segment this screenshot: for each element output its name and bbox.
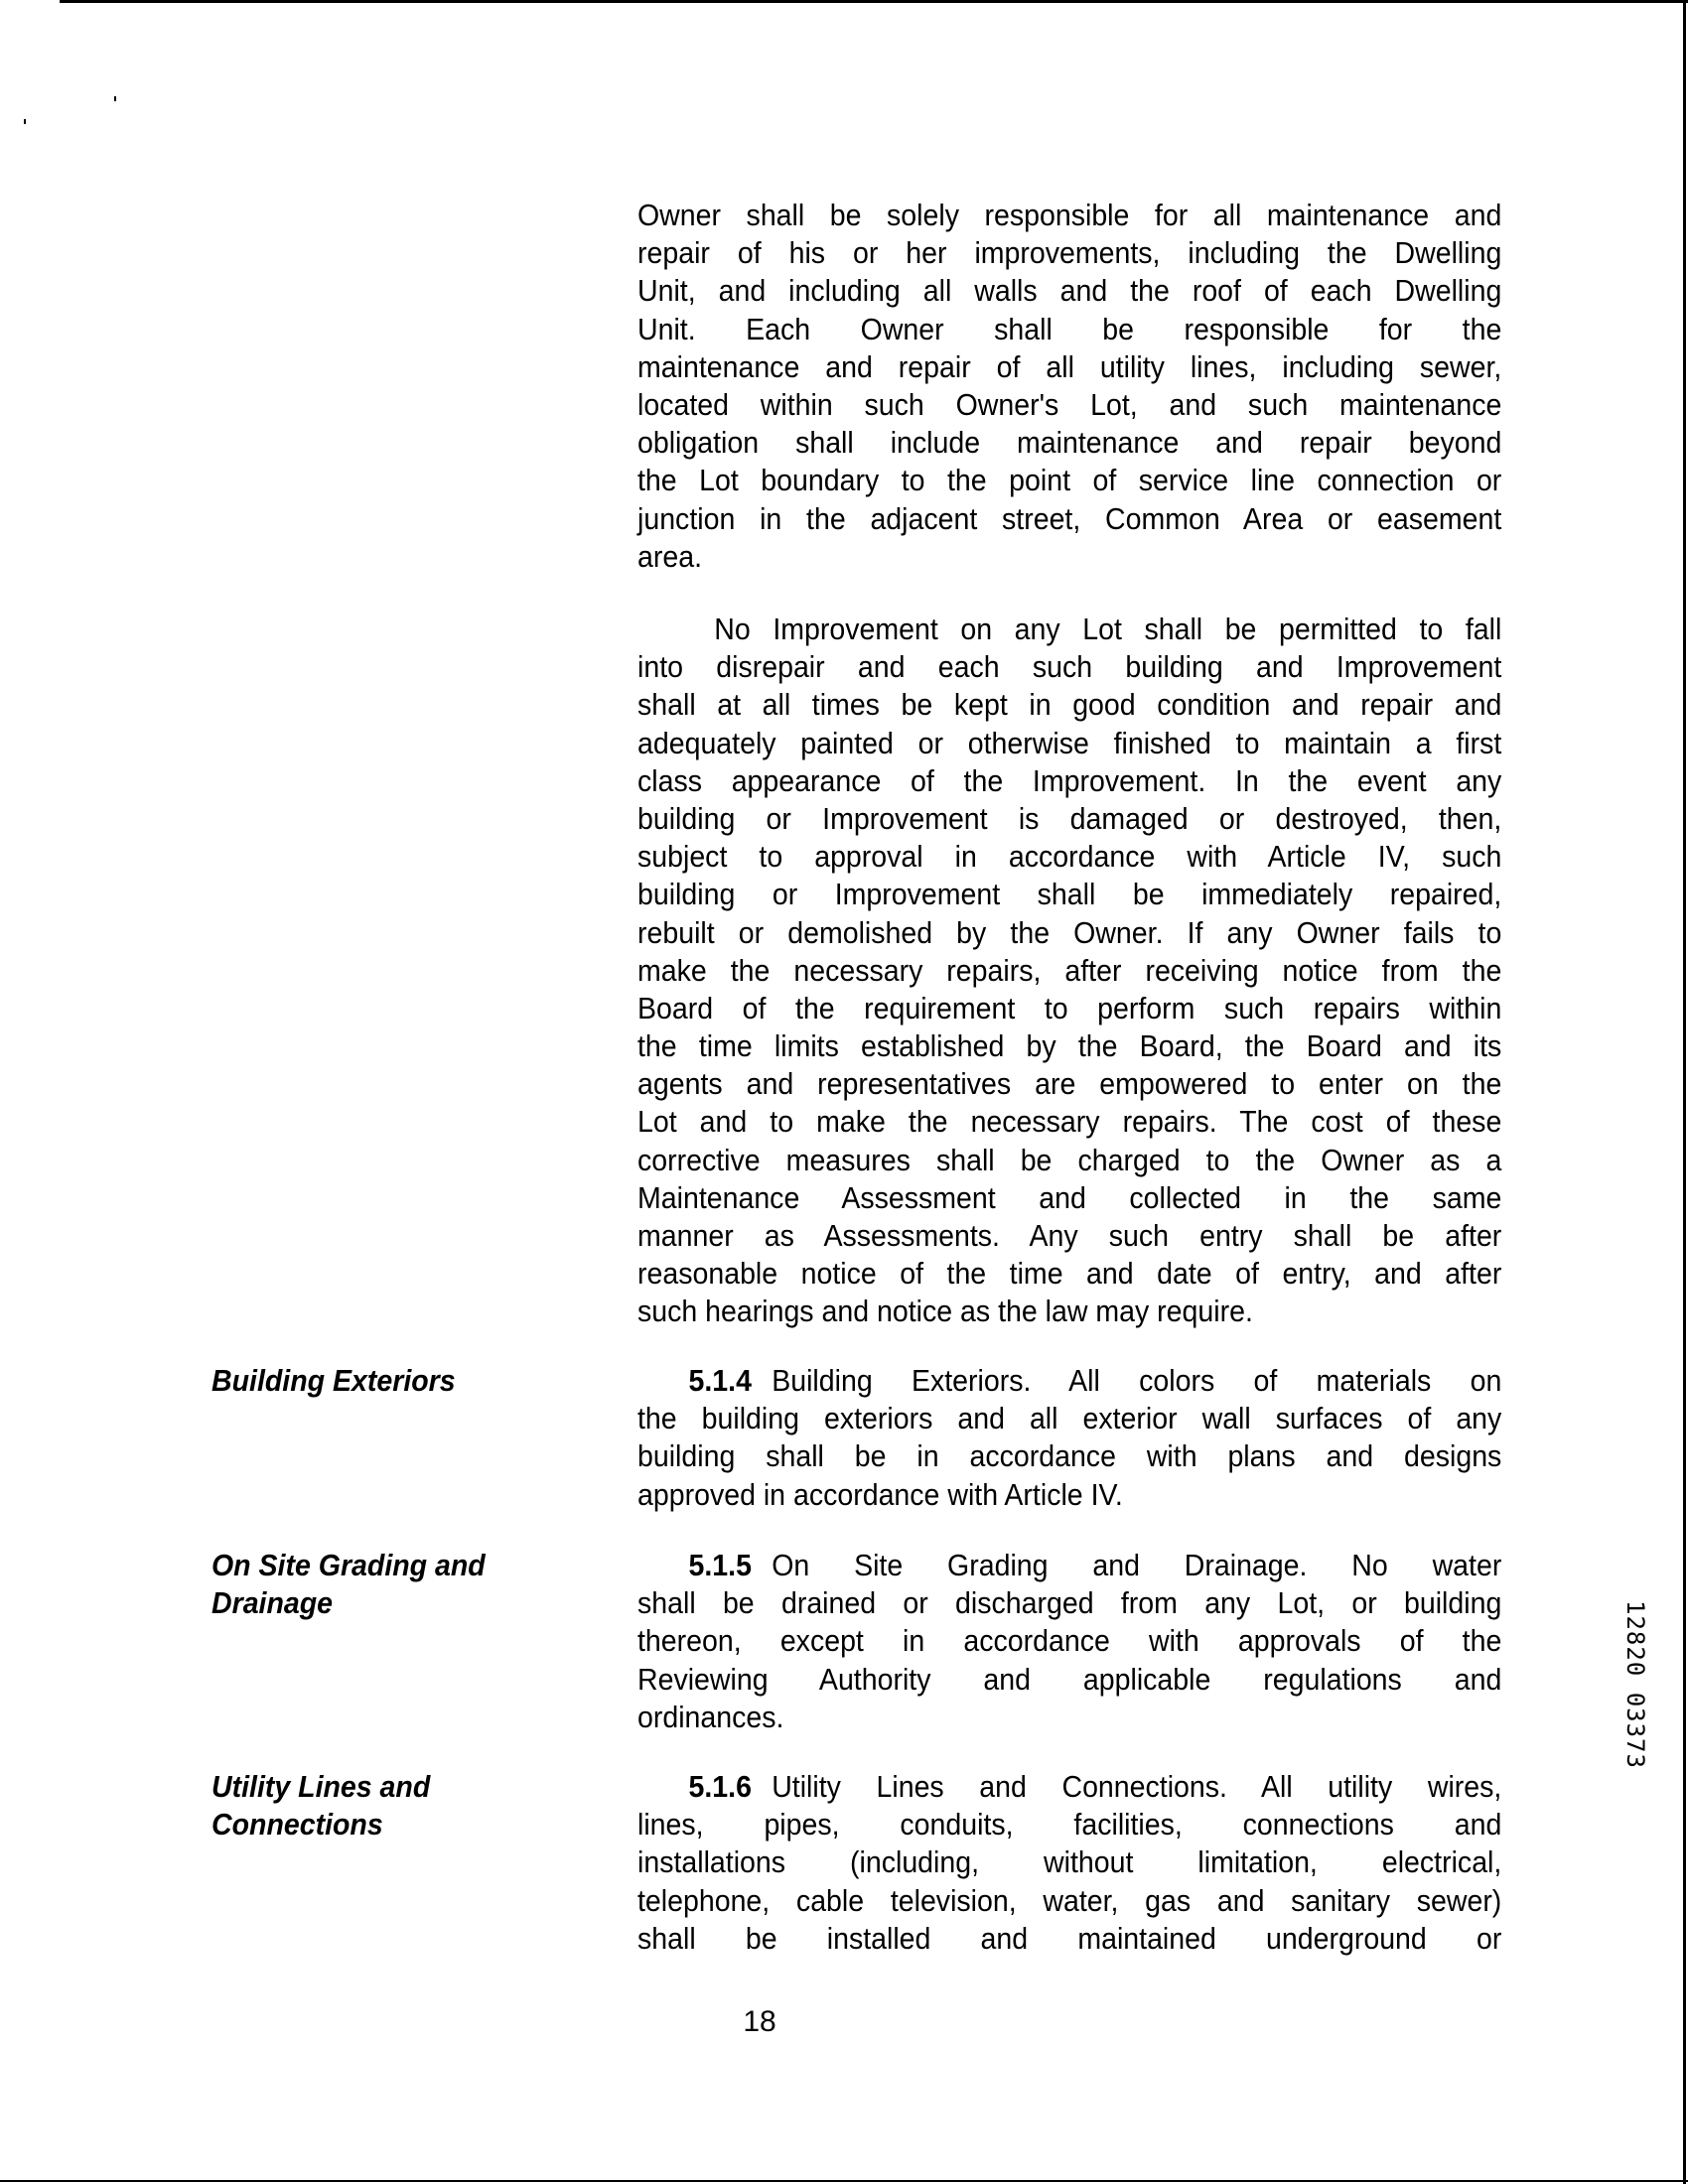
- section-5-1-6: [637, 1768, 1501, 1958]
- text-line: thereon, except in accordance with approvals of the: [637, 1623, 1502, 1659]
- section-number: 5.1.6: [688, 1769, 752, 1804]
- scan-speck: [114, 96, 116, 101]
- text-line: subject to approval in accordance with Article IV, such: [637, 839, 1502, 875]
- section-number: 5.1.5: [688, 1548, 752, 1582]
- scan-border-top: [60, 0, 1688, 3]
- text-line: No Improvement on any Lot shall be permitted to fall: [714, 612, 1502, 646]
- text-line: Unit, and including all walls and the roof of each Dwelling: [637, 273, 1502, 309]
- margin-heading-building-exteriors: [211, 1362, 540, 1400]
- section-5-1-4: [637, 1362, 1501, 1514]
- text-line: such hearings and notice as the law may require.: [637, 1294, 1253, 1329]
- text-line: maintenance and repair of all utility lines, including sewer,: [637, 348, 1502, 384]
- margin-heading-line: Drainage: [211, 1585, 334, 1621]
- text-line: Lot and to make the necessary repairs. The cost of these: [637, 1104, 1502, 1140]
- text-line: Maintenance Assessment and collected in the same: [637, 1179, 1502, 1215]
- text-line: repair of his or her improvements, including the Dwelling: [637, 235, 1502, 271]
- text-line: telephone, cable television, water, gas and sanitary sewer): [637, 1882, 1502, 1918]
- text-line: shall be installed and maintained underground or: [637, 1920, 1502, 1956]
- text-line: make the necessary repairs, after receiving notice from the: [637, 952, 1502, 988]
- text-line: rebuilt or demolished by the Owner. If any Owner fails to: [637, 914, 1502, 950]
- text-line: shall at all times be kept in good condition and repair and: [637, 687, 1502, 723]
- text-line: building or Improvement is damaged or destroyed, then,: [637, 800, 1502, 836]
- text-line: shall be drained or discharged from any Lot, or building: [637, 1585, 1502, 1621]
- text-line: [637, 1768, 1501, 1806]
- text-line: Board of the requirement to perform such repairs within: [637, 990, 1502, 1025]
- text-line: ordinances.: [637, 1699, 784, 1734]
- text-line: agents and representatives are empowered to enter on the: [637, 1066, 1502, 1102]
- section-text: Building Exteriors. All colors of materials on: [772, 1363, 1502, 1398]
- scan-border-bottom: [0, 2180, 1688, 2182]
- text-line: adequately painted or otherwise finished to maintain a first: [637, 725, 1502, 760]
- scan-speck: [24, 119, 26, 124]
- paragraph-improvement-repair: [637, 611, 1501, 1331]
- text-line: lines, pipes, conduits, facilities, connections and: [637, 1807, 1502, 1843]
- text-line: into disrepair and each such building and Improvement: [637, 649, 1502, 685]
- text-line: installations (including, without limitation, electrical,: [637, 1844, 1502, 1880]
- scan-border-right: [1683, 0, 1686, 2184]
- margin-heading-utility-lines: [211, 1768, 540, 1843]
- text-line: approved in accordance with Article IV.: [637, 1476, 1123, 1512]
- text-line: corrective measures shall be charged to the Owner as a: [637, 1142, 1502, 1177]
- text-line: area.: [637, 538, 703, 574]
- margin-heading-grading-drainage: [211, 1547, 540, 1622]
- text-line: Reviewing Authority and applicable regulations and: [637, 1661, 1502, 1697]
- section-number: 5.1.4: [688, 1363, 752, 1398]
- text-line: junction in the adjacent street, Common Area or easement: [637, 500, 1502, 536]
- text-line: class appearance of the Improvement. In the event any: [637, 762, 1502, 798]
- text-line: reasonable notice of the time and date of entry, and after: [637, 1256, 1502, 1292]
- page-number: 18: [743, 2005, 776, 2038]
- margin-heading-line: Building Exteriors: [211, 1363, 456, 1398]
- text-line: the building exteriors and all exterior wall surfaces of any: [637, 1401, 1502, 1436]
- text-line: building shall be in accordance with plans and designs: [637, 1438, 1502, 1474]
- text-line: building or Improvement shall be immediately repaired,: [637, 877, 1502, 912]
- text-line: obligation shall include maintenance and repair beyond: [637, 425, 1502, 461]
- section-text: Utility Lines and Connections. All utility wires,: [772, 1769, 1502, 1804]
- text-line: the time limits established by the Board, the Board and its: [637, 1028, 1502, 1064]
- text-line: manner as Assessments. Any such entry shall be after: [637, 1218, 1502, 1253]
- text-line: Unit. Each Owner shall be responsible for the: [637, 311, 1502, 346]
- text-line: the Lot boundary to the point of service line connection or: [637, 463, 1502, 498]
- text-line: located within such Owner's Lot, and such maintenance: [637, 386, 1502, 422]
- margin-heading-line: On Site Grading and: [211, 1548, 486, 1582]
- text-line: [637, 1547, 1501, 1584]
- recording-stamp: 12820 03373: [1621, 1600, 1649, 1769]
- paragraph-owner-maintenance: [637, 197, 1501, 576]
- text-line: [637, 1362, 1501, 1400]
- margin-heading-line: Utility Lines and: [211, 1769, 431, 1804]
- margin-heading-line: Connections: [211, 1807, 383, 1843]
- text-line: Owner shall be solely responsible for all maintenance and: [637, 198, 1502, 232]
- section-text: On Site Grading and Drainage. No water: [772, 1548, 1502, 1582]
- section-5-1-5: [637, 1547, 1501, 1736]
